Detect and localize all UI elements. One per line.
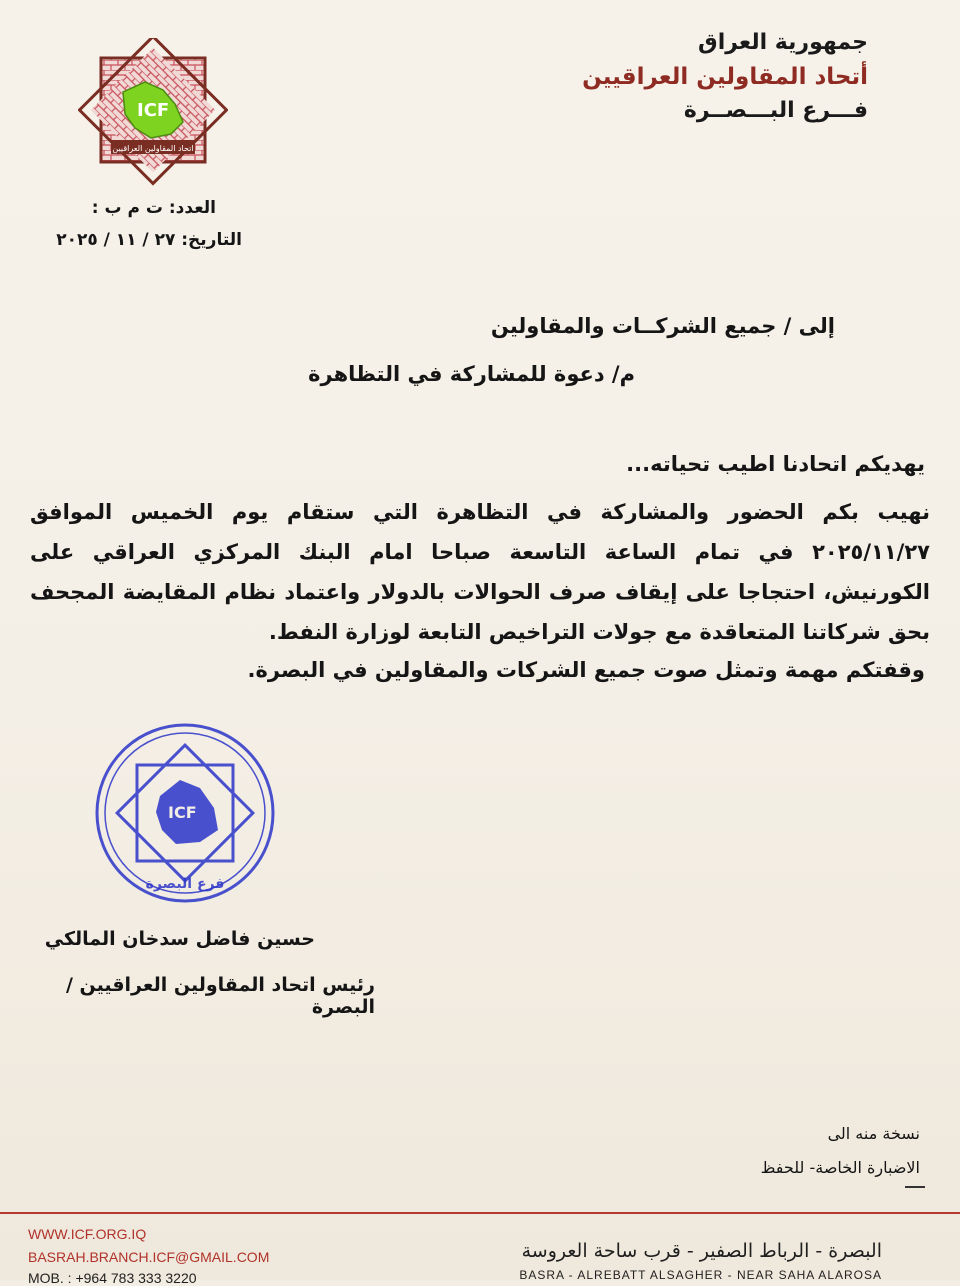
footer-website[interactable]: WWW.ICF.ORG.IQ: [28, 1226, 147, 1242]
footer-email[interactable]: BASRAH.BRANCH.ICF@GMAIL.COM: [28, 1249, 270, 1265]
letter-body: نهيب بكم الحضور والمشاركة في التظاهرة التي ستقام يوم الخميس الموافق ٢٠٢٥/١١/٢٧ في تمام الساعة التاسعة صباحا امام البنك المركزي العراقي على الكورنيش، احتجاجا على إيقاف صرف الحوالات بالدولار واعتماد نظام المقايضة المجحف بحق شركاتنا المتعاقدة مع جولات التراخيص التابعة لوزارة النفط.: [30, 500, 930, 644]
subject-line: م/ دعوة للمشاركة في التظاهرة: [308, 362, 635, 386]
reference-date: التاريخ: ٢٧ / ١١ / ٢٠٢٥: [56, 230, 242, 250]
header-branch: فـــرع البـــصــرة: [683, 98, 868, 123]
logo-caption: اتحاد المقاولين العراقيين: [112, 144, 194, 153]
signatory-name: حسين فاضل سدخان المالكي: [44, 928, 315, 950]
signatory-title: رئيس اتحاد المقاولين العراقيين / البصرة: [65, 974, 375, 1018]
copies-item: الاضبارة الخاصة- للحفظ: [760, 1158, 920, 1177]
recipient-line: إلى / جميع الشركــات والمقاولين: [490, 314, 835, 338]
footer-rule: [0, 1212, 960, 1214]
copies-dash: [905, 1186, 925, 1188]
official-stamp: [90, 718, 280, 908]
footer-mobile: MOB. : +964 783 333 3220: [28, 1270, 197, 1286]
icf-logo: [78, 38, 228, 188]
copies-heading: نسخة منه الى: [827, 1124, 920, 1143]
greeting-line: يهديكم اتحادنا اطيب تحياته...: [626, 452, 925, 476]
footer-address-english: BASRA - ALREBATT ALSAGHER - NEAR SAHA ALAROSA: [519, 1268, 882, 1282]
svg-text:ICF: ICF: [168, 803, 197, 822]
footer-address-arabic: البصرة - الرباط الصفير - قرب ساحة العروسة: [521, 1240, 882, 1262]
stamp-text: فرع البصرة: [145, 876, 225, 892]
reference-number: العدد: ت م ب :: [91, 198, 216, 218]
header-country: جمهورية العراق: [698, 30, 868, 55]
closing-line: وقفتكم مهمة وتمثل صوت جميع الشركات والمقاولين في البصرة.: [247, 658, 925, 682]
svg-text:ICF: ICF: [137, 100, 170, 121]
header-union-name: أتحاد المقاولين العراقيين: [582, 64, 868, 90]
